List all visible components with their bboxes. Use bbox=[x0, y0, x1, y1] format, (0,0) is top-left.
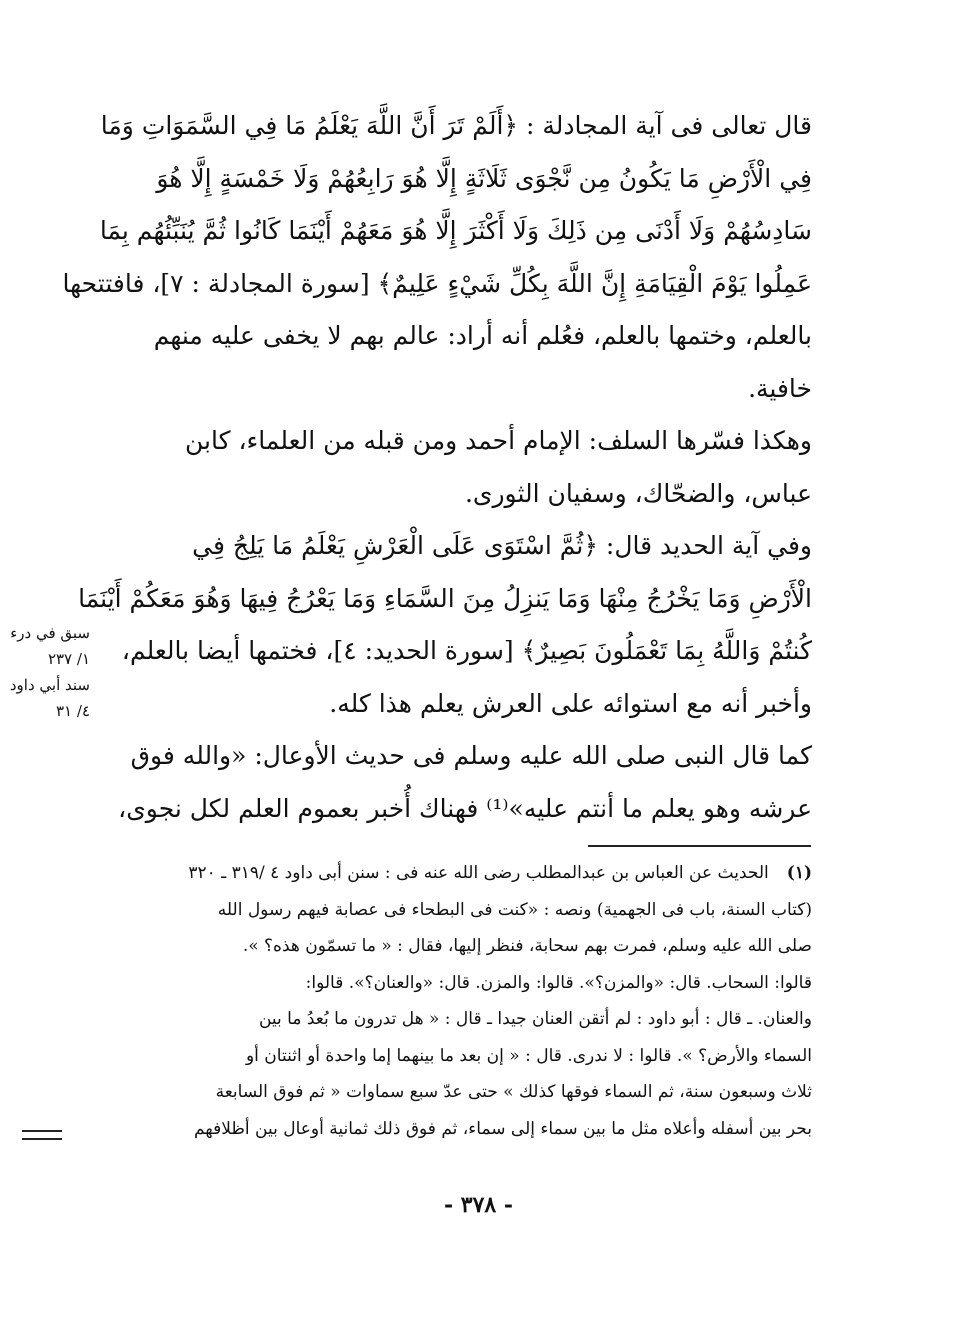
text-line: عرشه وهو يعلم ما أنتم عليه»⁽¹⁾ فهناك أُخبر بعموم العلم لكل نجوى، bbox=[118, 793, 812, 823]
footnote-text: الحديث عن العباس بن عبدالمطلب رضى الله عنه فى : سنن أبى داود ٤ /٣١٩ ـ ٣٢٠ bbox=[188, 863, 769, 883]
text-line: وأخبر أنه مع استوائه على العرش يعلم هذا كله. bbox=[329, 688, 812, 718]
text-line: وهكذا فسّرها السلف: الإمام أحمد ومن قبله من العلماء، كابن bbox=[184, 426, 812, 455]
footnote-line: صلى الله عليه وسلم، فمرت بهم سحابة، فنظر إليها، فقال : « ما تسمّون هذه؟ ». bbox=[242, 936, 812, 956]
text-line: الْأَرْضِ وَمَا يَخْرُجُ مِنْهَا وَمَا يَنزِلُ مِنَ السَّمَاءِ وَمَا يَعْرُجُ فِيهَا وَهُوَ مَعَكُمْ أَيْنَمَا bbox=[78, 583, 812, 613]
margin-note: سند أبي داود bbox=[9, 676, 90, 694]
margin-note: سبق في درء bbox=[10, 624, 90, 642]
footnote-number: (١) bbox=[786, 863, 812, 883]
text-line: كما قال النبى صلى الله عليه وسلم فى حديث الأوعال: «والله فوق bbox=[130, 741, 812, 770]
text-line: عَمِلُوا يَوْمَ الْقِيَامَةِ إِنَّ اللَّهَ بِكُلِّ شَيْءٍ عَلِيمٌ﴾ [سورة المجادلة : ٧]، فافتتحها bbox=[62, 268, 812, 298]
text-line: عباس، والضحّاك، وسفيان الثورى. bbox=[464, 478, 812, 508]
footnote-divider bbox=[588, 845, 811, 847]
text-line: كُنتُمْ وَاللَّهُ بِمَا تَعْمَلُونَ بَصِيرٌ﴾ [سورة الحديد: ٤]، فختمها أيضا بالعلم، bbox=[121, 636, 812, 665]
text-line: سَادِسُهُمْ وَلَا أَدْنَى مِن ذَلِكَ وَلَا أَكْثَرَ إِلَّا هُوَ مَعَهُمْ أَيْنَمَا كَانُوا ثُمَّ يُنَبِّئُهُم بِمَا bbox=[99, 216, 812, 245]
margin-note: ٤/ ٣١ bbox=[55, 702, 90, 720]
footnote-line: السماء والأرض؟ ». قالوا : لا ندرى. قال : « إن بعد ما بينهما إما واحدة أو اثنتان أو bbox=[245, 1045, 812, 1066]
footnotes bbox=[112, 855, 812, 1147]
footnote-line: (كتاب السنة، باب فى الجهمية) ونصه : «كنت فى البطحاء فى عصابة فيهم رسول الله bbox=[217, 899, 812, 920]
margin-notes bbox=[0, 620, 90, 724]
footnote-line: قالوا: السحاب. قال: «والمزن؟». قالوا: والمزن. قال: «والعنان؟». قالوا: bbox=[305, 972, 812, 993]
text-line: بالعلم، وختمها بالعلم، فعُلم أنه أراد: عالم بهم لا يخفى عليه منهم bbox=[153, 321, 812, 350]
margin-double-rule bbox=[22, 1130, 62, 1140]
text-line: قال تعالى فى آية المجادلة : ﴿أَلَمْ تَرَ أَنَّ اللَّهَ يَعْلَمُ مَا فِي السَّمَوَاتِ وَمَا bbox=[100, 111, 812, 140]
footnote-line: والعنان. ـ قال : أبو داود : لم أتقن العنان جيدا ـ قال : « هل تدرون ما بُعدُ ما بين bbox=[258, 1009, 812, 1029]
text-line: خافية. bbox=[748, 373, 812, 403]
page-number: - ٣٧٨ - bbox=[443, 1192, 514, 1218]
footnote-line bbox=[112, 855, 812, 892]
footnote-line: بحر بين أسفله وأعلاه مثل ما بين سماء إلى سماء، ثم فوق ذلك ثمانية أوعال بين أظلافهم bbox=[193, 1118, 812, 1139]
text-line: وفي آية الحديد قال: ﴿ثُمَّ اسْتَوَى عَلَى الْعَرْشِ يَعْلَمُ مَا يَلِجُ فِي bbox=[192, 531, 812, 560]
text-line: فِي الْأَرْضِ مَا يَكُونُ مِن نَّجْوَى ثَلَاثَةٍ إِلَّا هُوَ رَابِعُهُمْ وَلَا خَمْسَةٍ إِلَّا هُوَ bbox=[156, 163, 812, 193]
footnote-line: ثلاث وسبعون سنة، ثم السماء فوقها كذلك » حتى عدّ سبع سماوات « ثم فوق السابعة bbox=[215, 1082, 812, 1102]
margin-note: ١/ ٢٣٧ bbox=[47, 650, 90, 668]
